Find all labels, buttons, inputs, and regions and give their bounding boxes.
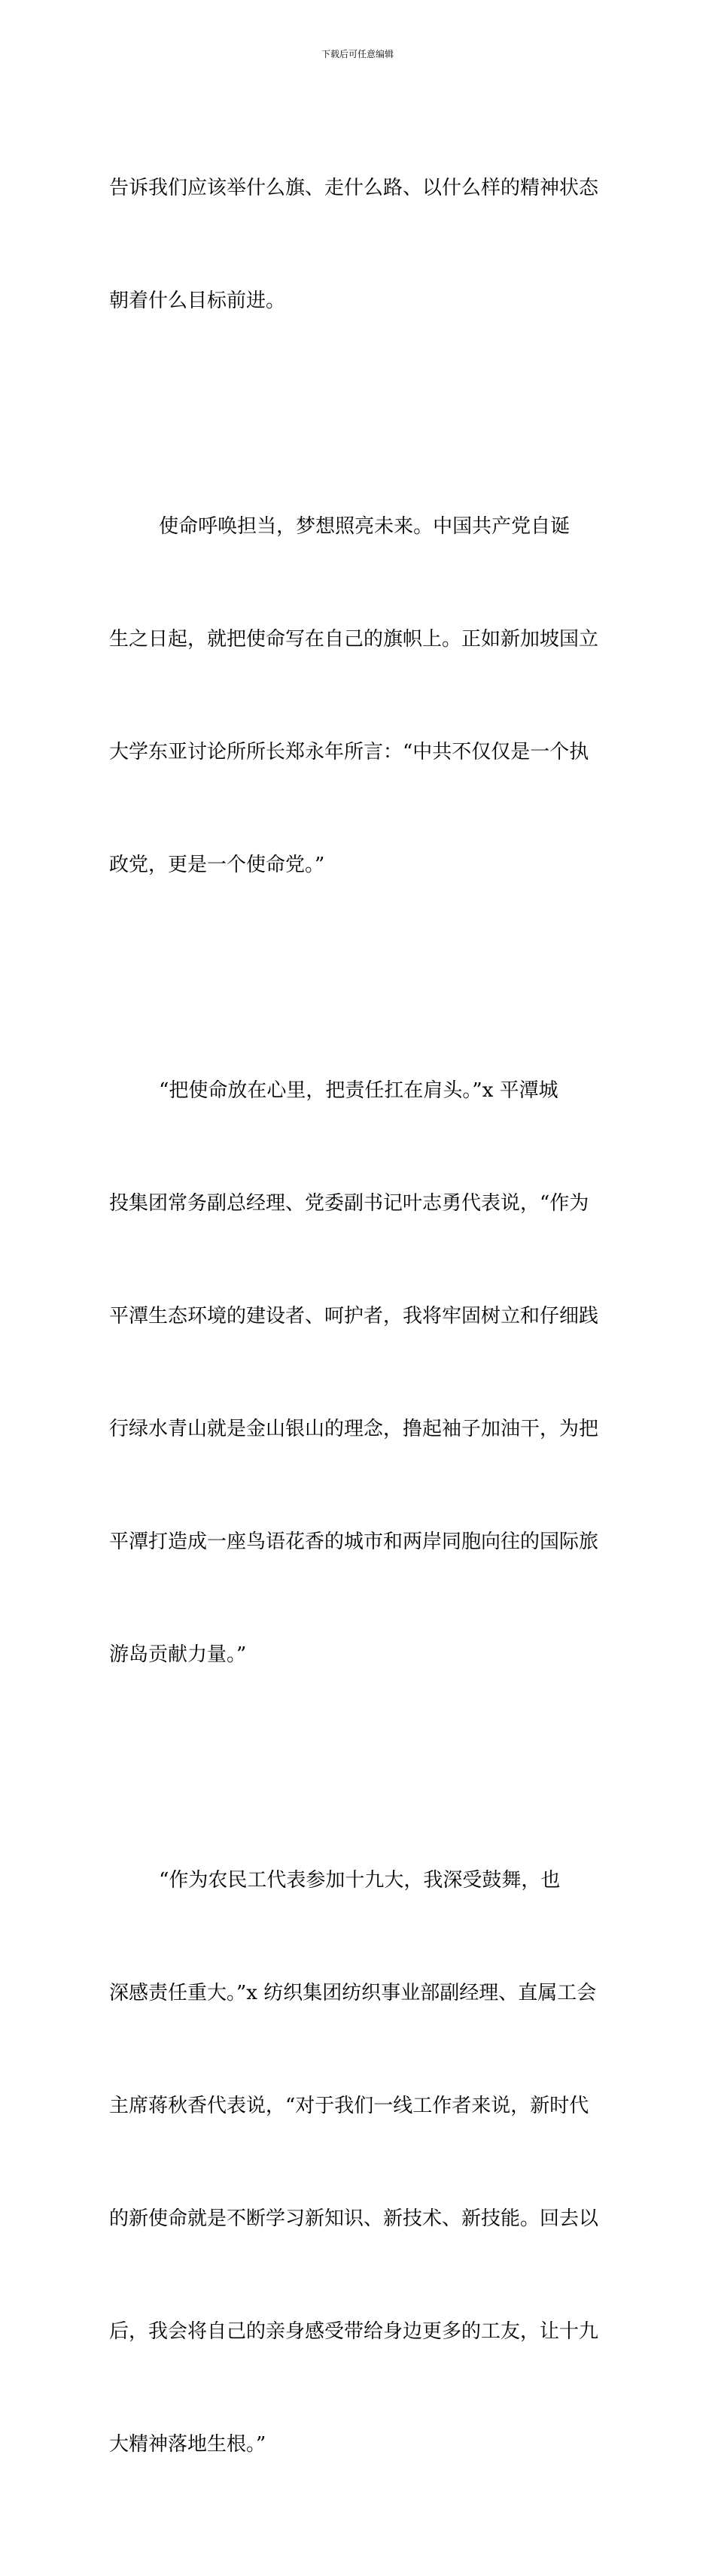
text-line: 大学东亚讨论所所长郑永年所言：“中共不仅仅是一个执 <box>109 741 589 763</box>
text-line: “把使命放在心里，把责任扛在肩头。”x 平潭城 <box>109 1079 558 1102</box>
text-line: 主席蒋秋香代表说，“对于我们一线工作者来说，新时代 <box>109 2095 589 2117</box>
page-header: 下载后可任意编辑 <box>321 49 394 59</box>
text-line: 告诉我们应该举什么旗、走什么路、以什么样的精神状态 <box>109 177 599 199</box>
text-line: 平潭生态环境的建设者、呵护者，我将牢固树立和仔细践 <box>109 1305 599 1327</box>
paragraph <box>109 432 609 959</box>
paragraph <box>109 94 609 395</box>
paragraph <box>109 1786 609 2538</box>
text-line: 的新使命就是不断学习新知识、新技术、新技能。回去以 <box>109 2207 599 2230</box>
text-line: 后，我会将自己的亲身感受带给身边更多的工友，让十九 <box>109 2320 599 2343</box>
text-line: 游岛贡献力量。” <box>109 1643 247 1666</box>
text-line: 大精神落地生根。” <box>109 2433 266 2456</box>
text-line: 朝着什么目标前进。 <box>109 290 286 312</box>
paragraph <box>109 997 609 1749</box>
text-line: 政党，更是一个使命党。” <box>109 854 325 876</box>
text-line: 生之日起，就把使命写在自己的旗帜上。正如新加坡国立 <box>109 628 599 651</box>
text-line: 投集团常务副总经理、党委副书记叶志勇代表说，“作为 <box>109 1192 589 1215</box>
text-line: 平潭打造成一座鸟语花香的城市和两岸同胞向往的国际旅 <box>109 1531 599 1553</box>
text-line: “作为农民工代表参加十九大，我深受鼓舞，也 <box>109 1869 561 1892</box>
text-line: 深感责任重大。”x 纺织集团纺织事业部副经理、直属工会 <box>109 1982 597 2004</box>
text-line: 使命呼唤担当，梦想照亮未来。中国共产党自诞 <box>109 515 570 538</box>
document-body <box>109 94 609 2576</box>
text-line: 行绿水青山就是金山银山的理念，撸起袖子加油干，为把 <box>109 1418 599 1440</box>
